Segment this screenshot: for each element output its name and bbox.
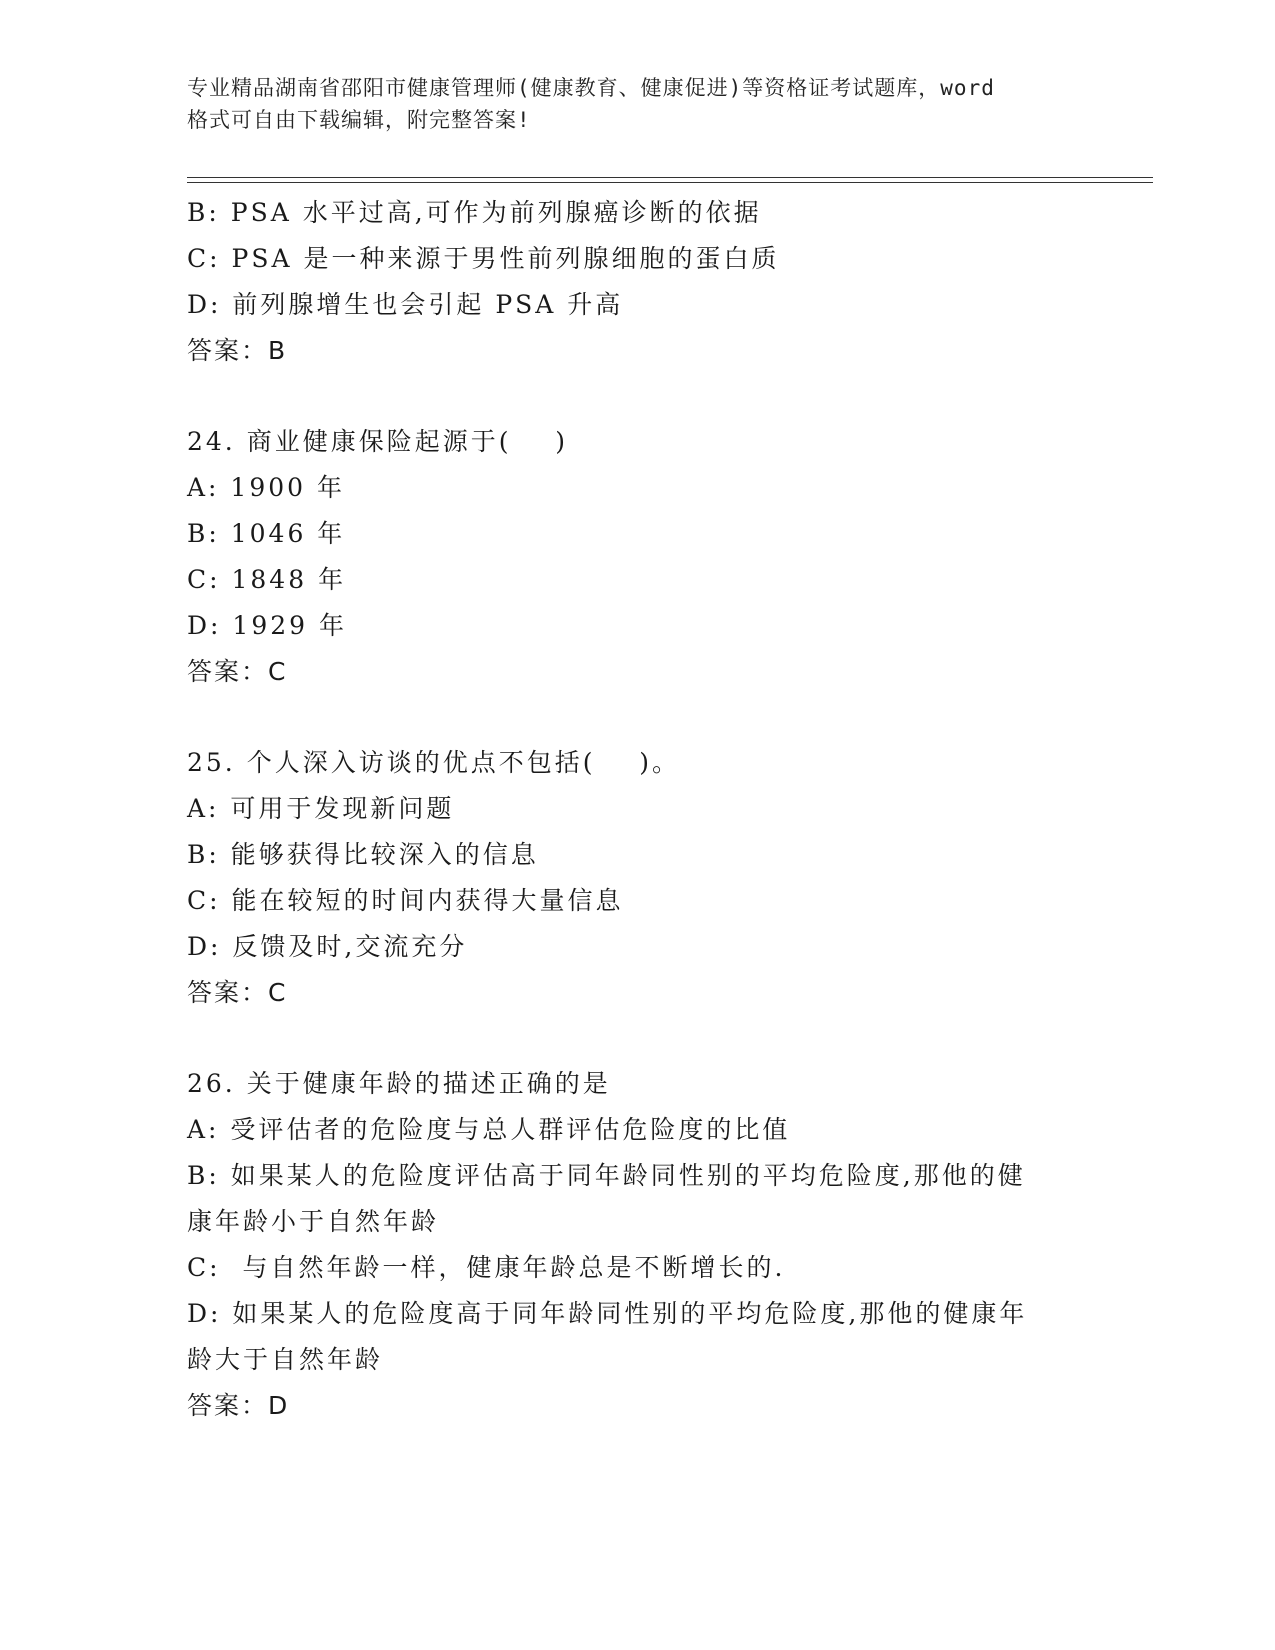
q26-answer: 答案：D — [187, 1391, 290, 1420]
q25-option-c: C: 能在较短的时间内获得大量信息 — [187, 886, 624, 915]
header-line-2: 格式可自由下载编辑，附完整答案! — [187, 108, 531, 132]
spacer — [187, 1016, 1067, 1061]
question-26 — [187, 1061, 1067, 1429]
q24-option-c: C: 1848 年 — [187, 565, 347, 594]
q26-stem: 26. 关于健康年龄的描述正确的是 — [187, 1069, 611, 1098]
q25-answer: 答案：C — [187, 978, 288, 1007]
q25-option-b: B: 能够获得比较深入的信息 — [187, 840, 539, 869]
q23-option-b: B: PSA 水平过高,可作为前列腺癌诊断的依据 — [187, 198, 762, 227]
q26-option-d-line-2: 龄大于自然年龄 — [187, 1345, 384, 1374]
question-23-tail — [187, 190, 1067, 374]
header-divider-top — [187, 177, 1153, 178]
question-content — [187, 190, 1067, 1429]
q24-stem: 24. 商业健康保险起源于( ) — [187, 427, 568, 456]
q24-answer: 答案：C — [187, 657, 288, 686]
header-divider-bottom — [187, 182, 1153, 183]
q25-option-a: A: 可用于发现新问题 — [187, 794, 455, 823]
q24-option-a: A: 1900 年 — [187, 473, 345, 502]
header-line-1: 专业精品湖南省邵阳市健康管理师(健康教育、健康促进)等资格证考试题库，word — [187, 76, 995, 100]
document-header — [187, 72, 1087, 136]
q23-option-d: D: 前列腺增生也会引起 PSA 升高 — [187, 290, 624, 319]
q23-option-c: C: PSA 是一种来源于男性前列腺细胞的蛋白质 — [187, 244, 780, 273]
q24-option-d: D: 1929 年 — [187, 611, 347, 640]
q25-stem: 25. 个人深入访谈的优点不包括( )。 — [187, 748, 681, 777]
q23-answer: 答案：B — [187, 336, 288, 365]
question-25 — [187, 740, 1067, 1016]
spacer — [187, 374, 1067, 419]
q26-option-c: C: 与自然年龄一样，健康年龄总是不断增长的. — [187, 1253, 786, 1282]
q26-option-b-line-2: 康年龄小于自然年龄 — [187, 1207, 440, 1236]
q25-option-d: D: 反馈及时,交流充分 — [187, 932, 468, 961]
q26-option-b-line-1: B: 如果某人的危险度评估高于同年龄同性别的平均危险度,那他的健 — [187, 1161, 1026, 1190]
spacer — [187, 695, 1067, 740]
question-24 — [187, 419, 1067, 695]
q26-option-a: A: 受评估者的危险度与总人群评估危险度的比值 — [187, 1115, 791, 1144]
q24-option-b: B: 1046 年 — [187, 519, 346, 548]
q26-option-d-line-1: D: 如果某人的危险度高于同年龄同性别的平均危险度,那他的健康年 — [187, 1299, 1028, 1328]
